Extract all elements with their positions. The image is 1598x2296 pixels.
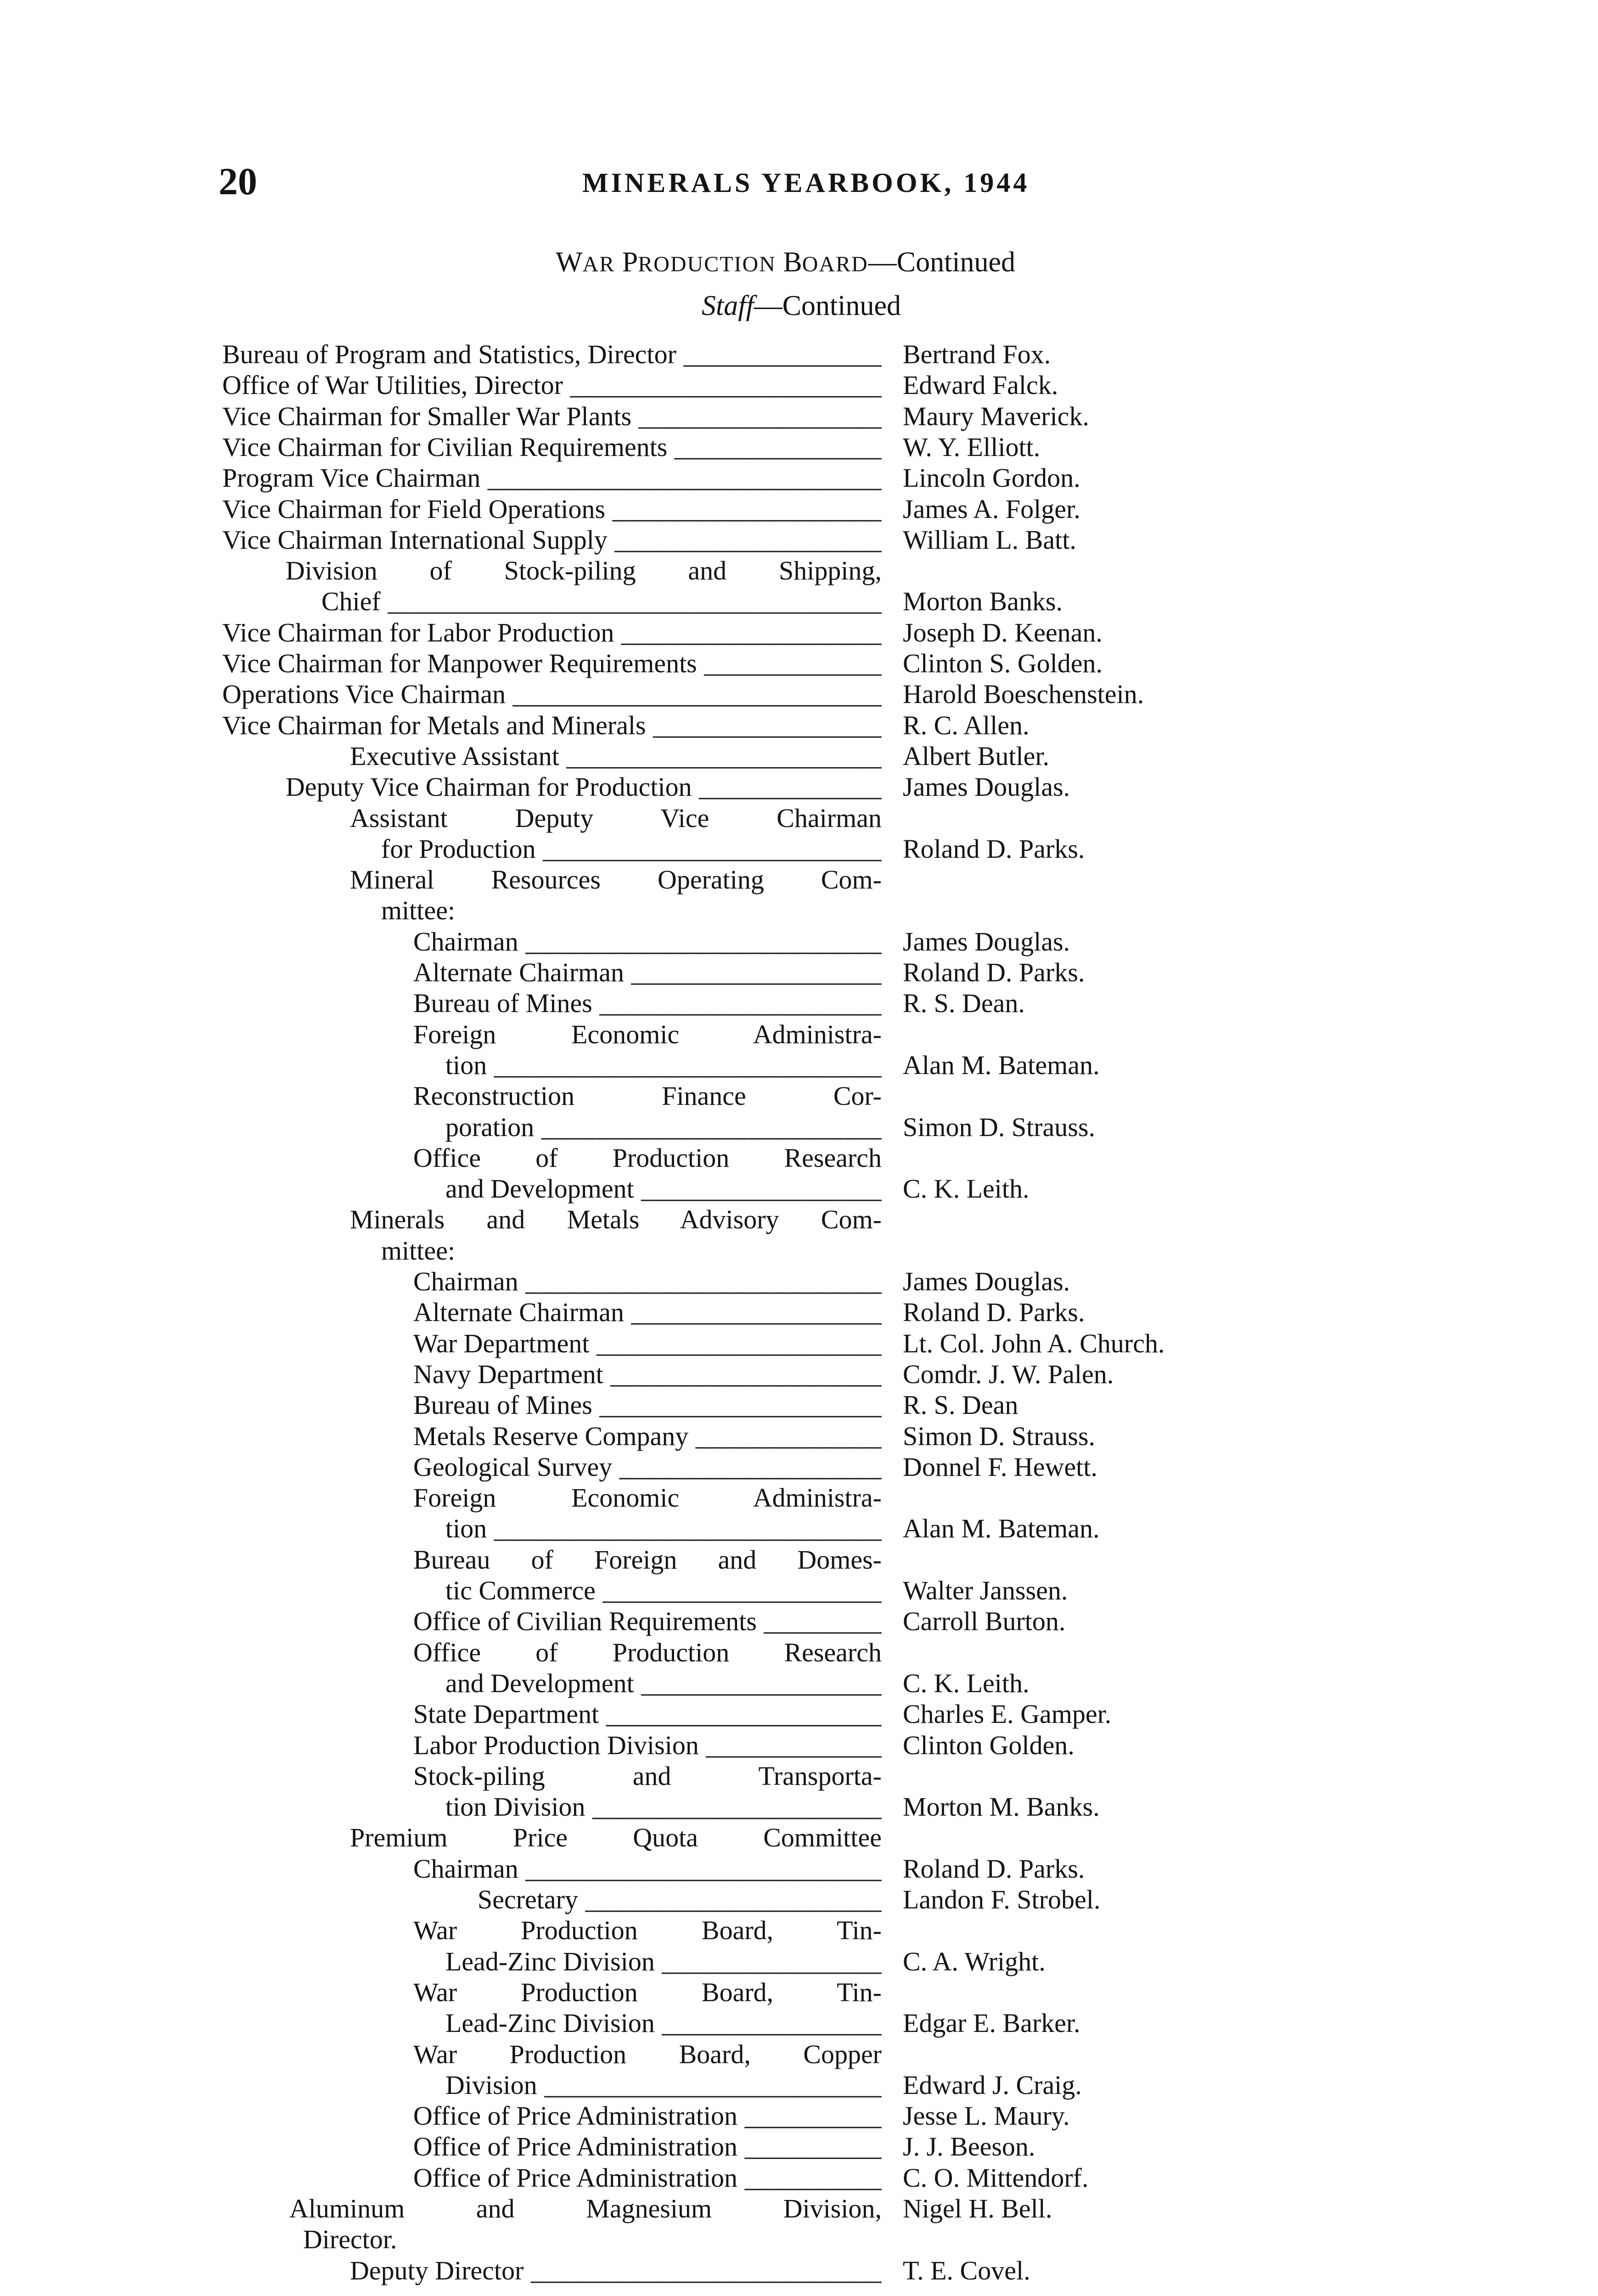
staff-entry-name: James Douglas. [903, 772, 1070, 802]
section-heading-roduction: RODUCTION [638, 252, 776, 276]
staff-entry-label: Vice Chairman for Labor Production _____ [222, 617, 882, 648]
staff-entry-label: and Development _____ [445, 1173, 882, 1204]
staff-entry-label: Foreign Economic Administra- [413, 1019, 882, 1049]
staff-entry [0, 1544, 1598, 1576]
staff-entry [0, 1853, 1598, 1885]
staff-entry [0, 1699, 1598, 1730]
staff-entry-label: Deputy Director _____ [350, 2255, 882, 2286]
staff-entry-name: R. S. Dean. [903, 988, 1025, 1018]
staff-entry [0, 926, 1598, 957]
staff-entry-name: Bertrand Fox. [903, 339, 1051, 369]
staff-entry-name: William L. Batt. [903, 525, 1076, 555]
staff-entry-name: Comdr. J. W. Palen. [903, 1359, 1114, 1389]
staff-entry-name: Roland D. Parks. [903, 1297, 1085, 1327]
staff-entry-name: C. O. Mittendorf. [903, 2163, 1089, 2193]
staff-entry [0, 1606, 1598, 1637]
staff-entry-label: tion _____ [445, 1513, 882, 1544]
staff-entry [0, 2070, 1598, 2101]
sub-heading [702, 292, 901, 320]
staff-entry-name: Clinton Golden. [903, 1730, 1075, 1760]
staff-entry [0, 1637, 1598, 1668]
staff-entry-name: Edward Falck. [903, 370, 1058, 400]
staff-entry-label: Alternate Chairman _____ [413, 1297, 882, 1328]
staff-entry [0, 2039, 1598, 2070]
staff-entry [0, 1421, 1598, 1452]
staff-entry-label: Mineral Resources Operating Com- [350, 865, 882, 895]
staff-entry [0, 679, 1598, 710]
staff-entry-name: C. K. Leith. [903, 1668, 1030, 1698]
staff-entry-name: R. S. Dean [903, 1390, 1018, 1420]
staff-entry [0, 555, 1598, 586]
staff-entry-label: Minerals and Metals Advisory Com- [350, 1204, 882, 1234]
staff-entry-label: Metals Reserve Company _____ [413, 1421, 882, 1452]
staff-entry [0, 771, 1598, 803]
staff-entry-name: Simon D. Strauss. [903, 1112, 1095, 1142]
staff-entry [0, 339, 1598, 370]
staff-entry-name: James A. Folger. [903, 494, 1080, 524]
staff-entry [0, 1050, 1598, 1081]
staff-entry-label: Bureau of Mines _____ [413, 988, 882, 1019]
staff-entry [0, 2131, 1598, 2162]
staff-entry-label: Vice Chairman International Supply _____ [222, 524, 882, 556]
staff-entry [0, 833, 1598, 865]
staff-entry-name: Lincoln Gordon. [903, 463, 1080, 493]
staff-entry [0, 1328, 1598, 1359]
staff-entry-name: C. K. Leith. [903, 1174, 1030, 1204]
staff-entry [0, 2008, 1598, 2039]
staff-entry-name: Carroll Burton. [903, 1606, 1066, 1636]
staff-entry [0, 1513, 1598, 1544]
staff-entry-label: Lead-Zinc Division _____ [445, 1946, 882, 1977]
staff-entry-name: James Douglas. [903, 1266, 1070, 1296]
staff-entry-label: Secretary _____ [478, 1884, 882, 1915]
sub-heading-label: Staff [702, 290, 754, 321]
sub-heading-suffix: —Continued [754, 290, 901, 321]
staff-entry-name: Simon D. Strauss. [903, 1421, 1095, 1451]
staff-entry-name: Morton M. Banks. [903, 1792, 1100, 1822]
section-heading-ar: AR [582, 252, 615, 276]
staff-entry-label: Aluminum and Magnesium Division, [289, 2194, 882, 2223]
staff-entry [0, 1204, 1598, 1235]
staff-entry-name: Joseph D. Keenan. [903, 618, 1103, 647]
staff-entry-name: Harold Boeschenstein. [903, 679, 1144, 709]
staff-entry-label: Vice Chairman for Metals and Minerals _____ [222, 710, 882, 741]
staff-entry-label: Office of War Utilities, Director _____ [222, 370, 882, 401]
staff-entry [0, 710, 1598, 741]
staff-entry-name: T. E. Covel. [903, 2256, 1030, 2285]
section-heading-suffix: —Continued [868, 247, 1016, 278]
staff-entry [0, 1915, 1598, 1946]
staff-entry-label: Vice Chairman for Smaller War Plants _____ [222, 401, 882, 432]
staff-entry-label: mittee: [381, 895, 456, 925]
staff-entry-name: Clinton S. Golden. [903, 648, 1103, 678]
staff-entry [0, 648, 1598, 679]
staff-entry-name: Alan M. Bateman. [903, 1050, 1100, 1080]
staff-entry [0, 370, 1598, 401]
staff-entry-label: State Department _____ [413, 1699, 882, 1730]
staff-entry-label: Assistant Deputy Vice Chairman [350, 803, 882, 833]
section-heading-w: W [556, 247, 583, 278]
staff-entry [0, 1761, 1598, 1792]
staff-entry [0, 401, 1598, 432]
staff-entry-label: Foreign Economic Administra- [413, 1483, 882, 1513]
staff-entry [0, 1173, 1598, 1204]
staff-entry [0, 741, 1598, 772]
staff-entry-name: James Douglas. [903, 927, 1070, 957]
staff-entry-name: Roland D. Parks. [903, 957, 1085, 987]
staff-entry-name: Alan M. Bateman. [903, 1514, 1100, 1543]
staff-entry [0, 1452, 1598, 1483]
staff-entry-label: Vice Chairman for Field Operations _____ [222, 494, 882, 525]
staff-entry-label: Chief _____ [321, 586, 882, 617]
staff-entry [0, 586, 1598, 617]
staff-entry-name: Jesse L. Maury. [903, 2101, 1070, 2131]
staff-entry-name: J. J. Beeson. [903, 2132, 1035, 2161]
staff-entry-label: Bureau of Mines _____ [413, 1390, 882, 1421]
staff-entry-label: for Production _____ [381, 833, 882, 865]
staff-entry [0, 1142, 1598, 1174]
staff-entry-label: mittee: [381, 1236, 456, 1266]
staff-entry-label: Stock-piling and Transporta- [413, 1761, 882, 1791]
staff-entry-name: Albert Butler. [903, 741, 1049, 771]
staff-entry [0, 2162, 1598, 2194]
staff-entry [0, 1946, 1598, 1977]
staff-entry-label: Premium Price Quota Committee [350, 1823, 882, 1852]
staff-entry [0, 1019, 1598, 1050]
staff-entry [0, 1390, 1598, 1421]
section-heading-b: B [783, 247, 802, 278]
staff-entry [0, 2193, 1598, 2224]
staff-entry [0, 895, 1598, 926]
section-heading [556, 248, 1015, 276]
staff-entry-name: Edgar E. Barker. [903, 2008, 1080, 2038]
staff-entry-label: Office of Production Research [413, 1638, 882, 1667]
staff-entry-name: Roland D. Parks. [903, 834, 1085, 864]
staff-entry-label: tic Commerce _____ [445, 1575, 882, 1606]
staff-entry-name: Donnel F. Hewett. [903, 1452, 1097, 1482]
staff-entry-label: and Development _____ [445, 1668, 882, 1699]
staff-entry-label: Chairman _____ [413, 1853, 882, 1885]
section-heading-p: P [622, 247, 638, 278]
staff-entry-name: Morton Banks. [903, 586, 1063, 616]
staff-entry-label: tion Division _____ [445, 1791, 882, 1823]
staff-entry [0, 524, 1598, 556]
section-heading-oard: OARD [802, 252, 868, 276]
staff-entry [0, 2100, 1598, 2132]
staff-entry [0, 1822, 1598, 1853]
staff-entry [0, 1575, 1598, 1606]
staff-entry [0, 462, 1598, 494]
staff-entry-name: Maury Maverick. [903, 401, 1089, 431]
staff-entry [0, 1884, 1598, 1915]
staff-entry-label: Program Vice Chairman _____ [222, 462, 882, 494]
staff-entry [0, 803, 1598, 834]
staff-entry-name: Edward J. Craig. [903, 2070, 1082, 2100]
staff-entry-label: Office of Civilian Requirements _____ [413, 1606, 882, 1637]
staff-entry-label: Vice Chairman for Civilian Requirements _____ [222, 432, 882, 463]
staff-entry-name: Walter Janssen. [903, 1576, 1068, 1605]
staff-entry-label: Office of Price Administration _____ [413, 2131, 882, 2162]
running-head: MINERALS YEARBOOK, 1944 [582, 168, 1030, 198]
staff-entry-label: Lead-Zinc Division _____ [445, 2008, 882, 2039]
staff-entry [0, 988, 1598, 1019]
staff-entry-label: Deputy Vice Chairman for Production _____ [286, 771, 882, 803]
staff-entry-label: Division _____ [445, 2070, 882, 2101]
staff-entry [0, 617, 1598, 648]
staff-entry [0, 2255, 1598, 2286]
staff-entry-name: R. C. Allen. [903, 710, 1030, 740]
staff-entry-label: Alternate Chairman _____ [413, 957, 882, 988]
staff-entry-label: Geological Survey _____ [413, 1452, 882, 1483]
staff-entry-label: Operations Vice Chairman _____ [222, 679, 882, 710]
staff-entry-name: Charles E. Gamper. [903, 1699, 1112, 1729]
staff-entry [0, 494, 1598, 525]
staff-entry [0, 1730, 1598, 1761]
staff-entry-label: Reconstruction Finance Cor- [413, 1081, 882, 1111]
staff-entry [0, 1668, 1598, 1699]
page-number: 20 [219, 160, 257, 203]
staff-entry [0, 1266, 1598, 1297]
staff-entry [0, 1482, 1598, 1514]
staff-entry-name: C. A. Wright. [903, 1947, 1046, 1976]
staff-entry [0, 1977, 1598, 2008]
staff-entry-name: Landon F. Strobel. [903, 1885, 1101, 1914]
staff-entry [0, 864, 1598, 895]
staff-entry-name: Lt. Col. John A. Church. [903, 1328, 1165, 1358]
staff-entry-label: Executive Assistant _____ [350, 741, 882, 772]
staff-entry-label: Director. [303, 2224, 397, 2254]
staff-entry-label: Division of Stock-piling and Shipping, [286, 556, 882, 585]
staff-entry [0, 1235, 1598, 1266]
staff-entry-label: Office of Price Administration _____ [413, 2100, 882, 2132]
staff-entry-label: Vice Chairman for Manpower Requirements _____ [222, 648, 882, 679]
staff-entry-name: W. Y. Elliott. [903, 432, 1041, 462]
staff-entry [0, 1359, 1598, 1390]
staff-entry [0, 1112, 1598, 1143]
staff-entry-name: Nigel H. Bell. [903, 2194, 1052, 2223]
staff-entry-label: Chairman _____ [413, 926, 882, 957]
staff-entry [0, 1297, 1598, 1328]
staff-entry [0, 1080, 1598, 1112]
staff-entry-label: Navy Department _____ [413, 1359, 882, 1390]
staff-entry-label: Bureau of Program and Statistics, Director _____ [222, 339, 882, 370]
staff-entry [0, 2224, 1598, 2255]
staff-entry-label: War Production Board, Tin- [413, 1915, 882, 1945]
staff-entry-label: Bureau of Foreign and Domes- [413, 1545, 882, 1575]
staff-entry-label: poration _____ [445, 1112, 882, 1143]
staff-entry-label: War Production Board, Copper [413, 2039, 882, 2069]
staff-entry-label: Chairman _____ [413, 1266, 882, 1297]
staff-entry-label: Office of Price Administration _____ [413, 2162, 882, 2194]
staff-entry [0, 432, 1598, 463]
staff-entry-label: tion _____ [445, 1050, 882, 1081]
staff-entry-label: War Department _____ [413, 1328, 882, 1359]
staff-entry-label: Labor Production Division _____ [413, 1730, 882, 1761]
staff-entry [0, 957, 1598, 988]
staff-entry-label: War Production Board, Tin- [413, 1977, 882, 2007]
staff-entry-name: Roland D. Parks. [903, 1854, 1085, 1884]
staff-entry [0, 1791, 1598, 1823]
staff-entry-label: Office of Production Research [413, 1143, 882, 1173]
